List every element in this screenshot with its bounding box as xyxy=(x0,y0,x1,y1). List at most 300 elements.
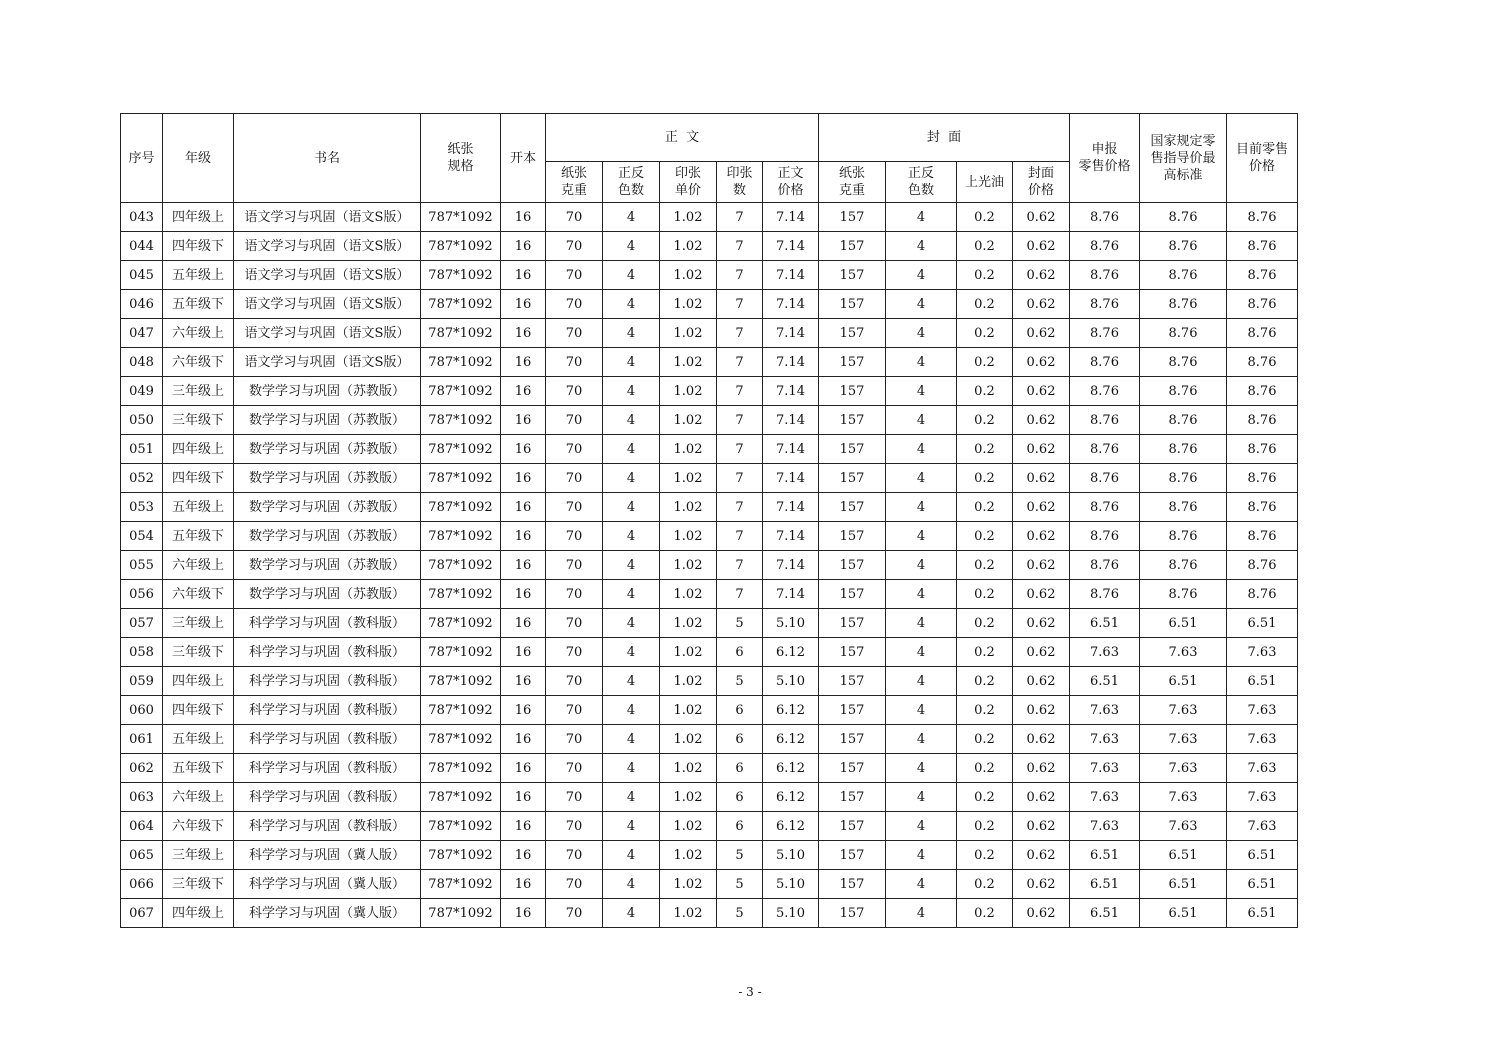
cell-body-color-count: 4 xyxy=(603,696,660,725)
cell-format: 16 xyxy=(501,493,546,522)
cell-cover-color-count: 4 xyxy=(886,754,957,783)
cell-seq: 066 xyxy=(121,870,163,899)
cell-seq: 067 xyxy=(121,899,163,928)
header-declared-price-line: 申报 xyxy=(1091,142,1118,157)
header-declared-price-line: 零售价格 xyxy=(1078,159,1131,174)
cell-cover-price: 0.62 xyxy=(1013,406,1070,435)
cell-declared-price: 7.63 xyxy=(1070,783,1140,812)
cell-body-color-count: 4 xyxy=(603,551,660,580)
cell-grade: 五年级上 xyxy=(163,725,234,754)
cell-cover-paper-weight: 157 xyxy=(819,754,886,783)
cell-cover-color-count: 4 xyxy=(886,725,957,754)
cell-body-sheet-count: 6 xyxy=(717,812,763,841)
cell-body-sheet-count: 7 xyxy=(717,522,763,551)
header-current-price-line: 目前零售 xyxy=(1235,142,1288,157)
cell-cover-color-count: 4 xyxy=(886,812,957,841)
cell-body-sheet-unit-price: 1.02 xyxy=(660,377,717,406)
cell-current-price: 6.51 xyxy=(1227,667,1298,696)
cell-paper-spec: 787*1092 xyxy=(421,203,501,232)
cell-seq: 062 xyxy=(121,754,163,783)
cell-body-color-count: 4 xyxy=(603,319,660,348)
table-body xyxy=(121,203,1298,928)
cell-declared-price: 6.51 xyxy=(1070,609,1140,638)
cell-format: 16 xyxy=(501,232,546,261)
subheader-cover-paper-weight-line: 纸张 xyxy=(838,166,865,181)
cell-body-sheet-unit-price: 1.02 xyxy=(660,841,717,870)
cell-paper-spec: 787*1092 xyxy=(421,725,501,754)
cell-grade: 四年级上 xyxy=(163,203,234,232)
cell-cover-varnish: 0.2 xyxy=(957,667,1013,696)
cell-seq: 059 xyxy=(121,667,163,696)
cell-declared-price: 8.76 xyxy=(1070,319,1140,348)
table-row xyxy=(121,203,1298,232)
cell-cover-color-count: 4 xyxy=(886,609,957,638)
cell-cover-paper-weight: 157 xyxy=(819,348,886,377)
cell-body-price: 7.14 xyxy=(763,232,819,261)
cell-body-sheet-unit-price: 1.02 xyxy=(660,638,717,667)
cell-national-max-price: 7.63 xyxy=(1140,696,1227,725)
subheader-body-sheet-count-line: 印张 xyxy=(726,166,753,181)
cell-body-sheet-unit-price: 1.02 xyxy=(660,232,717,261)
cell-format: 16 xyxy=(501,609,546,638)
cell-cover-color-count: 4 xyxy=(886,638,957,667)
header-body-group: 正 文 xyxy=(546,114,819,162)
header-national-max-price-line: 高标准 xyxy=(1163,167,1203,183)
cell-book-title: 科学学习与巩固（冀人版） xyxy=(234,870,421,899)
table-row xyxy=(121,348,1298,377)
cell-body-paper-weight: 70 xyxy=(546,261,603,290)
cell-grade: 六年级下 xyxy=(163,580,234,609)
cell-body-sheet-count: 6 xyxy=(717,754,763,783)
subheader-cover-price-line: 价格 xyxy=(1027,183,1054,198)
cell-body-sheet-count: 5 xyxy=(717,609,763,638)
header-title: 书名 xyxy=(234,114,421,203)
cell-body-sheet-count: 5 xyxy=(717,667,763,696)
table-row xyxy=(121,754,1298,783)
cell-cover-varnish: 0.2 xyxy=(957,696,1013,725)
cell-current-price: 8.76 xyxy=(1227,290,1298,319)
cell-cover-price: 0.62 xyxy=(1013,522,1070,551)
cell-declared-price: 8.76 xyxy=(1070,290,1140,319)
cell-declared-price: 6.51 xyxy=(1070,899,1140,928)
cell-body-paper-weight: 70 xyxy=(546,580,603,609)
cell-body-price: 5.10 xyxy=(763,667,819,696)
cell-body-paper-weight: 70 xyxy=(546,754,603,783)
cell-national-max-price: 6.51 xyxy=(1140,609,1227,638)
cell-body-paper-weight: 70 xyxy=(546,899,603,928)
cell-grade: 三年级上 xyxy=(163,377,234,406)
cell-cover-paper-weight: 157 xyxy=(819,783,886,812)
cell-cover-price: 0.62 xyxy=(1013,551,1070,580)
subheader-body-color-count-line: 正反 xyxy=(617,166,644,181)
cell-format: 16 xyxy=(501,551,546,580)
cell-grade: 六年级下 xyxy=(163,812,234,841)
cell-cover-varnish: 0.2 xyxy=(957,464,1013,493)
cell-body-color-count: 4 xyxy=(603,261,660,290)
cell-declared-price: 8.76 xyxy=(1070,493,1140,522)
cell-cover-price: 0.62 xyxy=(1013,493,1070,522)
cell-current-price: 8.76 xyxy=(1227,522,1298,551)
cell-current-price: 8.76 xyxy=(1227,348,1298,377)
page-number: - 3 - xyxy=(738,985,762,999)
cell-body-sheet-count: 7 xyxy=(717,551,763,580)
cell-body-sheet-unit-price: 1.02 xyxy=(660,319,717,348)
cell-seq: 055 xyxy=(121,551,163,580)
header-national-max-price-line: 售指导价最 xyxy=(1150,150,1216,166)
cell-cover-price: 0.62 xyxy=(1013,870,1070,899)
cell-national-max-price: 8.76 xyxy=(1140,522,1227,551)
header-seq: 序号 xyxy=(121,114,163,203)
cell-seq: 045 xyxy=(121,261,163,290)
cell-declared-price: 7.63 xyxy=(1070,754,1140,783)
cell-cover-paper-weight: 157 xyxy=(819,812,886,841)
cell-body-sheet-count: 7 xyxy=(717,319,763,348)
cell-cover-paper-weight: 157 xyxy=(819,725,886,754)
cell-book-title: 数学学习与巩固（苏教版） xyxy=(234,377,421,406)
subheader-body-paper-weight xyxy=(546,162,603,203)
table-row xyxy=(121,406,1298,435)
cell-cover-varnish: 0.2 xyxy=(957,261,1013,290)
cell-paper-spec: 787*1092 xyxy=(421,435,501,464)
cell-book-title: 语文学习与巩固（语文S版） xyxy=(234,261,421,290)
cell-cover-varnish: 0.2 xyxy=(957,812,1013,841)
cell-body-sheet-unit-price: 1.02 xyxy=(660,406,717,435)
cell-paper-spec: 787*1092 xyxy=(421,290,501,319)
cell-grade: 三年级下 xyxy=(163,870,234,899)
cell-paper-spec: 787*1092 xyxy=(421,493,501,522)
header-format: 开本 xyxy=(501,114,546,203)
cell-body-price: 7.14 xyxy=(763,406,819,435)
cell-body-sheet-count: 5 xyxy=(717,899,763,928)
cell-book-title: 数学学习与巩固（苏教版） xyxy=(234,551,421,580)
cell-national-max-price: 8.76 xyxy=(1140,261,1227,290)
cell-paper-spec: 787*1092 xyxy=(421,609,501,638)
cell-body-paper-weight: 70 xyxy=(546,406,603,435)
cell-format: 16 xyxy=(501,522,546,551)
cell-seq: 043 xyxy=(121,203,163,232)
cell-seq: 060 xyxy=(121,696,163,725)
cell-format: 16 xyxy=(501,754,546,783)
cell-paper-spec: 787*1092 xyxy=(421,870,501,899)
cell-grade: 三年级下 xyxy=(163,638,234,667)
subheader-body-color-count xyxy=(603,162,660,203)
cell-body-paper-weight: 70 xyxy=(546,870,603,899)
cell-format: 16 xyxy=(501,667,546,696)
cell-cover-price: 0.62 xyxy=(1013,725,1070,754)
subheader-cover-color-count-line: 色数 xyxy=(907,183,934,198)
cell-format: 16 xyxy=(501,261,546,290)
cell-cover-color-count: 4 xyxy=(886,261,957,290)
cell-body-sheet-count: 7 xyxy=(717,203,763,232)
cell-format: 16 xyxy=(501,377,546,406)
cell-declared-price: 8.76 xyxy=(1070,435,1140,464)
cell-book-title: 科学学习与巩固（冀人版） xyxy=(234,841,421,870)
cell-body-sheet-unit-price: 1.02 xyxy=(660,783,717,812)
cell-body-paper-weight: 70 xyxy=(546,783,603,812)
table-row xyxy=(121,551,1298,580)
cell-paper-spec: 787*1092 xyxy=(421,406,501,435)
cell-current-price: 7.63 xyxy=(1227,812,1298,841)
cell-national-max-price: 8.76 xyxy=(1140,435,1227,464)
cell-format: 16 xyxy=(501,319,546,348)
subheader-body-sheet-count xyxy=(717,162,763,203)
cell-national-max-price: 7.63 xyxy=(1140,812,1227,841)
cell-book-title: 科学学习与巩固（冀人版） xyxy=(234,899,421,928)
cell-declared-price: 7.63 xyxy=(1070,725,1140,754)
cell-cover-price: 0.62 xyxy=(1013,232,1070,261)
cell-grade: 五年级下 xyxy=(163,522,234,551)
cell-current-price: 8.76 xyxy=(1227,261,1298,290)
cell-cover-price: 0.62 xyxy=(1013,841,1070,870)
cell-body-paper-weight: 70 xyxy=(546,696,603,725)
cell-cover-price: 0.62 xyxy=(1013,783,1070,812)
cell-grade: 六年级上 xyxy=(163,783,234,812)
cell-national-max-price: 7.63 xyxy=(1140,754,1227,783)
cell-paper-spec: 787*1092 xyxy=(421,696,501,725)
cell-format: 16 xyxy=(501,638,546,667)
cell-body-sheet-unit-price: 1.02 xyxy=(660,812,717,841)
table-row xyxy=(121,783,1298,812)
cell-grade: 三年级上 xyxy=(163,609,234,638)
cell-cover-color-count: 4 xyxy=(886,493,957,522)
cell-cover-price: 0.62 xyxy=(1013,348,1070,377)
cell-grade: 四年级下 xyxy=(163,696,234,725)
cell-body-sheet-unit-price: 1.02 xyxy=(660,609,717,638)
subheader-cover-color-count-line: 正反 xyxy=(907,166,934,181)
cell-cover-color-count: 4 xyxy=(886,319,957,348)
cell-body-price: 7.14 xyxy=(763,580,819,609)
cell-national-max-price: 7.63 xyxy=(1140,783,1227,812)
cell-cover-price: 0.62 xyxy=(1013,754,1070,783)
table-row xyxy=(121,290,1298,319)
cell-cover-varnish: 0.2 xyxy=(957,203,1013,232)
cell-grade: 三年级上 xyxy=(163,841,234,870)
cell-current-price: 6.51 xyxy=(1227,870,1298,899)
cell-national-max-price: 6.51 xyxy=(1140,667,1227,696)
cell-book-title: 数学学习与巩固（苏教版） xyxy=(234,406,421,435)
cell-cover-color-count: 4 xyxy=(886,667,957,696)
cell-book-title: 数学学习与巩固（苏教版） xyxy=(234,580,421,609)
cell-grade: 三年级下 xyxy=(163,406,234,435)
cell-body-price: 7.14 xyxy=(763,493,819,522)
cell-body-paper-weight: 70 xyxy=(546,290,603,319)
cell-body-paper-weight: 70 xyxy=(546,377,603,406)
cell-body-sheet-unit-price: 1.02 xyxy=(660,725,717,754)
cell-format: 16 xyxy=(501,580,546,609)
cell-current-price: 7.63 xyxy=(1227,696,1298,725)
cell-body-color-count: 4 xyxy=(603,348,660,377)
cell-cover-color-count: 4 xyxy=(886,348,957,377)
cell-body-color-count: 4 xyxy=(603,754,660,783)
table-row xyxy=(121,464,1298,493)
table-row xyxy=(121,667,1298,696)
cell-current-price: 6.51 xyxy=(1227,899,1298,928)
cell-declared-price: 7.63 xyxy=(1070,812,1140,841)
cell-paper-spec: 787*1092 xyxy=(421,377,501,406)
cell-body-price: 7.14 xyxy=(763,261,819,290)
cell-cover-varnish: 0.2 xyxy=(957,493,1013,522)
cell-cover-varnish: 0.2 xyxy=(957,551,1013,580)
header-paper-spec xyxy=(421,114,501,203)
cell-seq: 052 xyxy=(121,464,163,493)
cell-body-paper-weight: 70 xyxy=(546,638,603,667)
cell-grade: 四年级下 xyxy=(163,464,234,493)
subheader-body-paper-weight-line: 克重 xyxy=(560,183,587,198)
cell-paper-spec: 787*1092 xyxy=(421,754,501,783)
table-row xyxy=(121,580,1298,609)
cell-cover-varnish: 0.2 xyxy=(957,725,1013,754)
cell-body-color-count: 4 xyxy=(603,290,660,319)
table-row xyxy=(121,232,1298,261)
cell-cover-varnish: 0.2 xyxy=(957,899,1013,928)
cell-format: 16 xyxy=(501,841,546,870)
cell-format: 16 xyxy=(501,406,546,435)
price-table xyxy=(120,113,1298,928)
table-row xyxy=(121,435,1298,464)
cell-cover-paper-weight: 157 xyxy=(819,580,886,609)
cell-cover-paper-weight: 157 xyxy=(819,493,886,522)
cell-body-price: 7.14 xyxy=(763,348,819,377)
table-row xyxy=(121,696,1298,725)
cell-book-title: 数学学习与巩固（苏教版） xyxy=(234,493,421,522)
cell-format: 16 xyxy=(501,812,546,841)
subheader-cover-price xyxy=(1013,162,1070,203)
cell-cover-color-count: 4 xyxy=(886,783,957,812)
cell-cover-paper-weight: 157 xyxy=(819,638,886,667)
cell-grade: 六年级下 xyxy=(163,348,234,377)
cell-cover-paper-weight: 157 xyxy=(819,290,886,319)
cell-current-price: 8.76 xyxy=(1227,580,1298,609)
cell-current-price: 7.63 xyxy=(1227,754,1298,783)
cell-body-sheet-unit-price: 1.02 xyxy=(660,435,717,464)
cell-body-price: 6.12 xyxy=(763,812,819,841)
header-current-price-line: 价格 xyxy=(1248,159,1275,174)
cell-declared-price: 8.76 xyxy=(1070,261,1140,290)
subheader-cover-paper-weight-line: 克重 xyxy=(838,183,865,198)
cell-body-color-count: 4 xyxy=(603,203,660,232)
cell-body-sheet-count: 7 xyxy=(717,290,763,319)
cell-cover-varnish: 0.2 xyxy=(957,870,1013,899)
table-row xyxy=(121,377,1298,406)
cell-cover-price: 0.62 xyxy=(1013,667,1070,696)
cell-body-price: 6.12 xyxy=(763,696,819,725)
cell-national-max-price: 7.63 xyxy=(1140,638,1227,667)
cell-body-color-count: 4 xyxy=(603,638,660,667)
cell-cover-paper-weight: 157 xyxy=(819,551,886,580)
cell-body-sheet-count: 7 xyxy=(717,232,763,261)
cell-body-sheet-unit-price: 1.02 xyxy=(660,493,717,522)
cell-body-paper-weight: 70 xyxy=(546,522,603,551)
cell-body-sheet-unit-price: 1.02 xyxy=(660,870,717,899)
cell-book-title: 数学学习与巩固（苏教版） xyxy=(234,435,421,464)
cell-format: 16 xyxy=(501,464,546,493)
cell-grade: 五年级下 xyxy=(163,754,234,783)
cell-body-paper-weight: 70 xyxy=(546,841,603,870)
cell-declared-price: 6.51 xyxy=(1070,667,1140,696)
cell-body-color-count: 4 xyxy=(603,406,660,435)
cell-body-price: 7.14 xyxy=(763,377,819,406)
cell-book-title: 科学学习与巩固（教科版） xyxy=(234,783,421,812)
cell-body-paper-weight: 70 xyxy=(546,232,603,261)
cell-body-price: 5.10 xyxy=(763,609,819,638)
table-header xyxy=(121,114,1298,203)
cell-grade: 五年级上 xyxy=(163,261,234,290)
cell-book-title: 科学学习与巩固（教科版） xyxy=(234,754,421,783)
cell-declared-price: 7.63 xyxy=(1070,638,1140,667)
cell-paper-spec: 787*1092 xyxy=(421,261,501,290)
cell-body-sheet-unit-price: 1.02 xyxy=(660,348,717,377)
subheader-body-price-line: 正文 xyxy=(777,166,804,181)
cell-format: 16 xyxy=(501,725,546,754)
cell-seq: 044 xyxy=(121,232,163,261)
cell-body-price: 7.14 xyxy=(763,464,819,493)
cell-cover-paper-weight: 157 xyxy=(819,261,886,290)
cell-body-sheet-count: 5 xyxy=(717,841,763,870)
cell-national-max-price: 8.76 xyxy=(1140,290,1227,319)
cell-body-color-count: 4 xyxy=(603,232,660,261)
cell-cover-price: 0.62 xyxy=(1013,638,1070,667)
cell-current-price: 8.76 xyxy=(1227,435,1298,464)
cell-body-sheet-unit-price: 1.02 xyxy=(660,261,717,290)
cell-seq: 049 xyxy=(121,377,163,406)
cell-body-sheet-unit-price: 1.02 xyxy=(660,551,717,580)
cell-cover-price: 0.62 xyxy=(1013,290,1070,319)
cell-body-color-count: 4 xyxy=(603,580,660,609)
cell-cover-color-count: 4 xyxy=(886,522,957,551)
cell-body-sheet-unit-price: 1.02 xyxy=(660,203,717,232)
cell-book-title: 语文学习与巩固（语文S版） xyxy=(234,232,421,261)
cell-body-sheet-unit-price: 1.02 xyxy=(660,667,717,696)
cell-declared-price: 8.76 xyxy=(1070,203,1140,232)
table-row xyxy=(121,522,1298,551)
cell-seq: 063 xyxy=(121,783,163,812)
cell-body-price: 7.14 xyxy=(763,522,819,551)
cell-current-price: 8.76 xyxy=(1227,493,1298,522)
cell-grade: 五年级上 xyxy=(163,493,234,522)
cell-current-price: 7.63 xyxy=(1227,725,1298,754)
table-row xyxy=(121,841,1298,870)
cell-body-color-count: 4 xyxy=(603,435,660,464)
cell-format: 16 xyxy=(501,899,546,928)
cell-body-price: 5.10 xyxy=(763,870,819,899)
cell-body-price: 6.12 xyxy=(763,754,819,783)
cell-body-price: 7.14 xyxy=(763,203,819,232)
cell-book-title: 科学学习与巩固（教科版） xyxy=(234,638,421,667)
cell-body-paper-weight: 70 xyxy=(546,667,603,696)
cell-cover-varnish: 0.2 xyxy=(957,609,1013,638)
cell-body-paper-weight: 70 xyxy=(546,493,603,522)
cell-body-color-count: 4 xyxy=(603,493,660,522)
subheader-body-price-line: 价格 xyxy=(777,183,804,198)
cell-body-sheet-count: 6 xyxy=(717,638,763,667)
cell-cover-color-count: 4 xyxy=(886,551,957,580)
cell-grade: 四年级上 xyxy=(163,435,234,464)
cell-current-price: 8.76 xyxy=(1227,551,1298,580)
cell-body-sheet-count: 7 xyxy=(717,348,763,377)
cell-cover-price: 0.62 xyxy=(1013,696,1070,725)
cell-body-sheet-count: 6 xyxy=(717,725,763,754)
cell-cover-varnish: 0.2 xyxy=(957,406,1013,435)
cell-body-paper-weight: 70 xyxy=(546,725,603,754)
subheader-cover-varnish xyxy=(957,162,1013,203)
cell-cover-color-count: 4 xyxy=(886,435,957,464)
cell-paper-spec: 787*1092 xyxy=(421,464,501,493)
cell-cover-varnish: 0.2 xyxy=(957,841,1013,870)
cell-cover-paper-weight: 157 xyxy=(819,522,886,551)
cell-seq: 064 xyxy=(121,812,163,841)
cell-cover-color-count: 4 xyxy=(886,464,957,493)
cell-cover-price: 0.62 xyxy=(1013,319,1070,348)
